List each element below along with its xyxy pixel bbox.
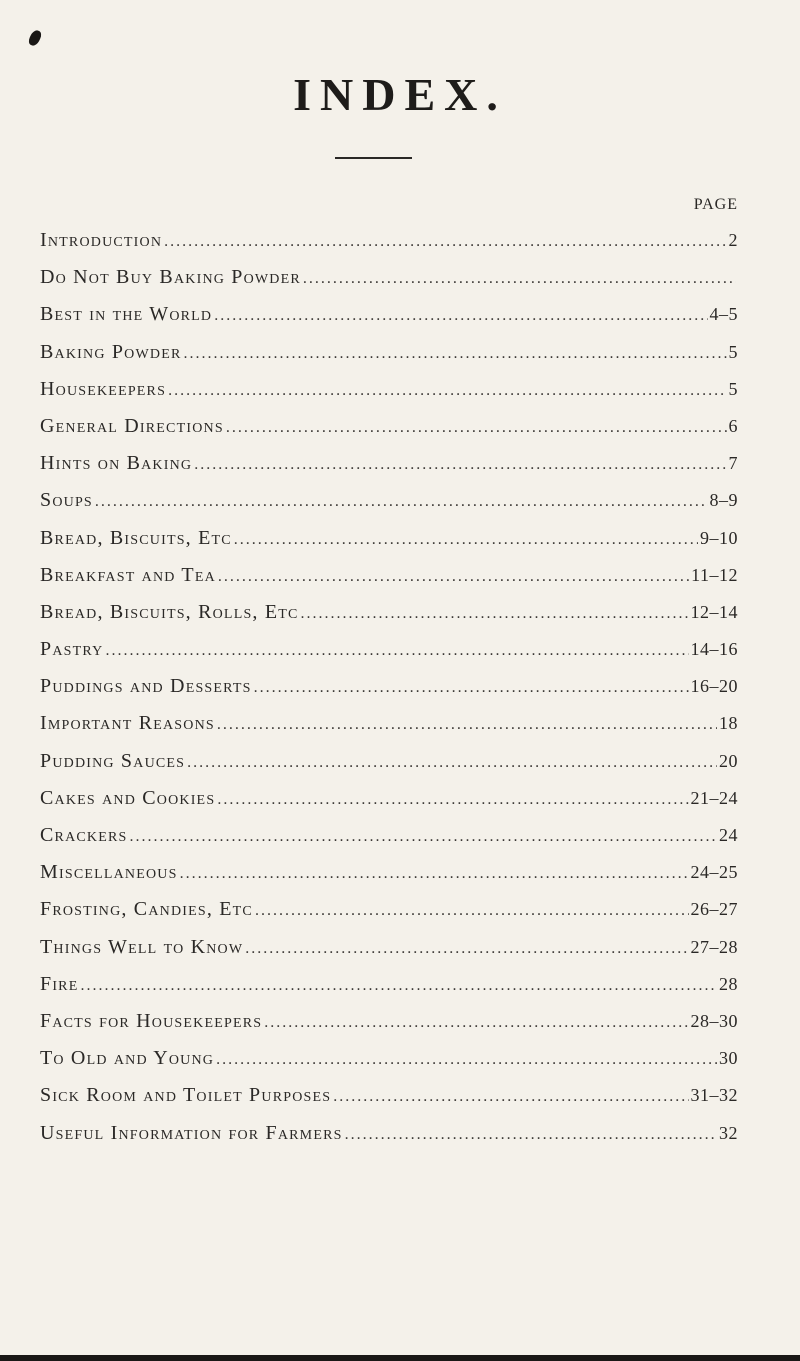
entry-page-number: 31–32 bbox=[690, 1085, 738, 1106]
dot-leader bbox=[226, 409, 727, 446]
entry-page-number: 11–12 bbox=[691, 564, 738, 585]
index-entries bbox=[40, 222, 738, 1152]
index-entry bbox=[40, 1040, 738, 1077]
entry-page-number: 18 bbox=[719, 713, 738, 734]
entry-label: Housekeepers bbox=[40, 377, 167, 400]
dot-leader bbox=[254, 669, 689, 706]
index-entry bbox=[40, 705, 738, 742]
dot-leader bbox=[218, 558, 689, 595]
entry-page-number: 24–25 bbox=[690, 862, 738, 883]
index-entry bbox=[40, 594, 738, 631]
dot-leader bbox=[264, 1004, 688, 1041]
entry-label: Frosting, Candies, Etc bbox=[40, 898, 253, 921]
ink-blot-mark bbox=[27, 29, 43, 48]
entry-label: Facts for Housekeepers bbox=[40, 1009, 263, 1032]
entry-page-number: 27–28 bbox=[690, 936, 738, 957]
entry-page-number: 20 bbox=[719, 750, 738, 771]
entry-page-number: 28 bbox=[719, 973, 738, 994]
entry-label: Hints on Baking bbox=[40, 452, 193, 475]
index-entry bbox=[40, 854, 738, 891]
index-entry bbox=[40, 891, 738, 928]
entry-label: Crackers bbox=[40, 824, 128, 846]
entry-label: Useful Information for Farmers bbox=[40, 1121, 343, 1144]
entry-label: Soups bbox=[40, 489, 93, 512]
index-entry bbox=[40, 929, 738, 966]
index-entry bbox=[40, 817, 738, 854]
dot-leader bbox=[187, 744, 717, 781]
index-entry bbox=[40, 631, 738, 668]
index-entry bbox=[40, 334, 738, 371]
dot-leader bbox=[168, 372, 726, 409]
index-entry bbox=[40, 1115, 738, 1152]
entry-page-number: 2 bbox=[728, 230, 738, 250]
dot-leader bbox=[130, 818, 717, 855]
dot-leader bbox=[245, 930, 688, 967]
page-title: INDEX. bbox=[293, 69, 507, 120]
entry-label: Best in the World bbox=[40, 303, 213, 326]
entry-label: Cakes and Cookies bbox=[40, 786, 216, 809]
dot-leader bbox=[216, 1041, 717, 1078]
dot-leader bbox=[194, 446, 726, 483]
dot-leader bbox=[217, 781, 688, 818]
entry-label: Bread, Biscuits, Etc bbox=[40, 526, 232, 549]
dot-leader bbox=[234, 521, 698, 558]
entry-page-number: 32 bbox=[719, 1122, 738, 1143]
entry-label: Baking Powder bbox=[40, 340, 182, 363]
dot-leader bbox=[180, 855, 689, 892]
entry-page-number: 12–14 bbox=[690, 601, 738, 622]
entry-label: Pudding Sauces bbox=[40, 749, 186, 772]
entry-page-number: 28–30 bbox=[690, 1010, 738, 1031]
entry-label: Things Well to Know bbox=[40, 935, 244, 958]
entry-label: Introduction bbox=[40, 229, 163, 251]
dot-leader bbox=[255, 892, 689, 929]
entry-label: Breakfast and Tea bbox=[40, 563, 216, 586]
title-rule-divider bbox=[335, 157, 412, 159]
index-entry bbox=[40, 371, 738, 408]
index-entry bbox=[40, 668, 738, 705]
entry-label: To Old and Young bbox=[40, 1047, 215, 1070]
entry-page-number: 6 bbox=[728, 415, 738, 436]
index-entry bbox=[40, 408, 738, 445]
dot-leader bbox=[184, 335, 727, 372]
bottom-border bbox=[0, 1355, 800, 1361]
dot-leader bbox=[105, 632, 688, 669]
entry-page-number: 24 bbox=[719, 825, 738, 845]
index-entry bbox=[40, 743, 738, 780]
entry-page-number: 14–16 bbox=[690, 639, 738, 660]
entry-page-number: 9–10 bbox=[700, 527, 738, 548]
entry-label: Miscellaneous bbox=[40, 861, 178, 884]
dot-leader bbox=[214, 297, 707, 334]
page-column-header: PAGE bbox=[693, 196, 738, 213]
entry-label: Puddings and Desserts bbox=[40, 675, 252, 698]
dot-leader bbox=[345, 1116, 717, 1153]
index-entry bbox=[40, 780, 738, 817]
dot-leader bbox=[80, 967, 717, 1004]
entry-label: Important Reasons bbox=[40, 712, 215, 735]
entry-page-number: 8–9 bbox=[709, 490, 738, 511]
dot-leader bbox=[217, 706, 717, 743]
entry-page-number: 30 bbox=[719, 1048, 738, 1069]
index-entry bbox=[40, 482, 738, 519]
index-entry bbox=[40, 1077, 738, 1114]
dot-leader bbox=[333, 1078, 688, 1115]
entry-page-number: 7 bbox=[728, 453, 738, 474]
index-entry bbox=[40, 222, 738, 259]
index-entry bbox=[40, 445, 738, 482]
entry-label: Pastry bbox=[40, 638, 104, 661]
index-entry bbox=[40, 520, 738, 557]
entry-label: Sick Room and Toilet Purposes bbox=[40, 1084, 332, 1107]
index-entry bbox=[40, 259, 738, 296]
entry-page-number: 26–27 bbox=[690, 899, 738, 920]
dot-leader bbox=[95, 483, 708, 520]
entry-page-number: 4–5 bbox=[709, 304, 738, 325]
index-entry bbox=[40, 1003, 738, 1040]
entry-page-number: 16–20 bbox=[690, 676, 738, 697]
entry-label: General Directions bbox=[40, 414, 224, 437]
entry-label: Do Not Buy Baking Powder bbox=[40, 266, 301, 289]
entry-page-number: 5 bbox=[728, 378, 738, 399]
index-entry bbox=[40, 966, 738, 1003]
entry-page-number: 5 bbox=[728, 341, 738, 362]
index-entry bbox=[40, 296, 738, 333]
dot-leader bbox=[301, 595, 689, 632]
entry-label: Bread, Biscuits, Rolls, Etc bbox=[40, 600, 299, 623]
entry-page-number: 21–24 bbox=[690, 787, 738, 808]
index-entry bbox=[40, 557, 738, 594]
entry-label: Fire bbox=[40, 972, 79, 995]
dot-leader bbox=[303, 260, 736, 297]
dot-leader bbox=[164, 223, 726, 260]
